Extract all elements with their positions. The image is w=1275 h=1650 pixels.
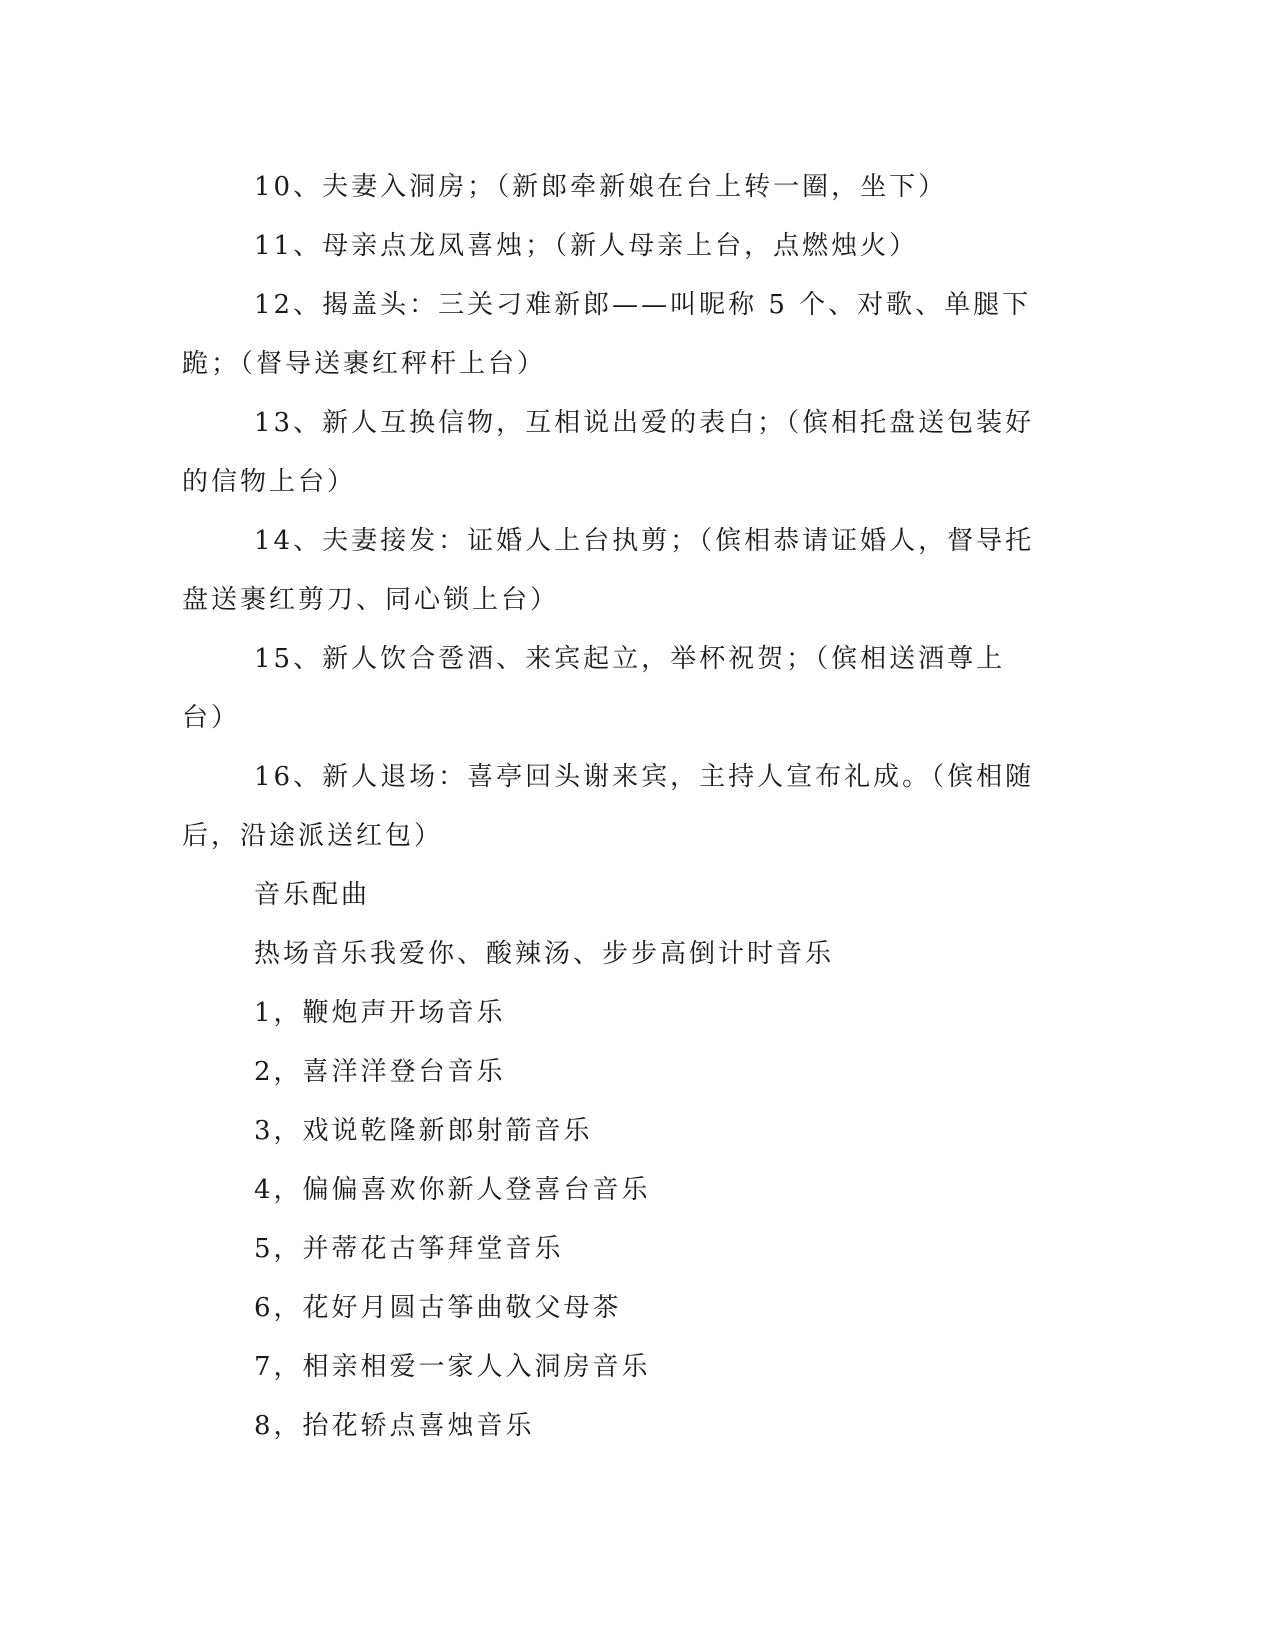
paragraph: 热场音乐我爱你、酸辣汤、步步高倒计时音乐 <box>254 939 835 969</box>
music-list-item: 5，并蒂花古筝拜堂音乐 <box>254 1234 564 1264</box>
music-list-item: 7，相亲相爱一家人入洞房音乐 <box>254 1352 651 1382</box>
music-list-item: 1，鞭炮声开场音乐 <box>254 998 506 1028</box>
paragraph: 14、夫妻接发：证婚人上台执剪；（傧相恭请证婚人，督导托盘送裹红剪刀、同心锁上台） <box>182 526 1035 615</box>
paragraph: 12、揭盖头：三关刁难新郎——叫昵称 5 个、对歌、单腿下跪；（督导送裹红秤杆上台） <box>182 290 1032 379</box>
music-list-item: 2，喜洋洋登台音乐 <box>254 1057 506 1087</box>
paragraph: 16、新人退场：喜亭回头谢来宾，主持人宣布礼成。（傧相随后，沿途派送红包） <box>182 762 1035 851</box>
music-list-item: 3，戏说乾隆新郎射箭音乐 <box>254 1116 593 1146</box>
music-list-item: 6，花好月圆古筝曲敬父母茶 <box>254 1293 622 1323</box>
document-body <box>182 158 1042 1456</box>
music-list-item: 4，偏偏喜欢你新人登喜台音乐 <box>254 1175 651 1205</box>
paragraph: 13、新人互换信物，互相说出爱的表白；（傧相托盘送包装好的信物上台） <box>182 408 1035 497</box>
paragraph: 11、母亲点龙凤喜烛；（新人母亲上台，点燃烛火） <box>254 231 919 261</box>
paragraph: 10、夫妻入洞房；（新郎牵新娘在台上转一圈，坐下） <box>254 172 948 202</box>
paragraph: 15、新人饮合卺酒、来宾起立，举杯祝贺；（傧相送酒尊上台） <box>182 644 1006 733</box>
music-list-item: 8，抬花轿点喜烛音乐 <box>254 1411 535 1441</box>
section-heading: 音乐配曲 <box>254 880 371 910</box>
